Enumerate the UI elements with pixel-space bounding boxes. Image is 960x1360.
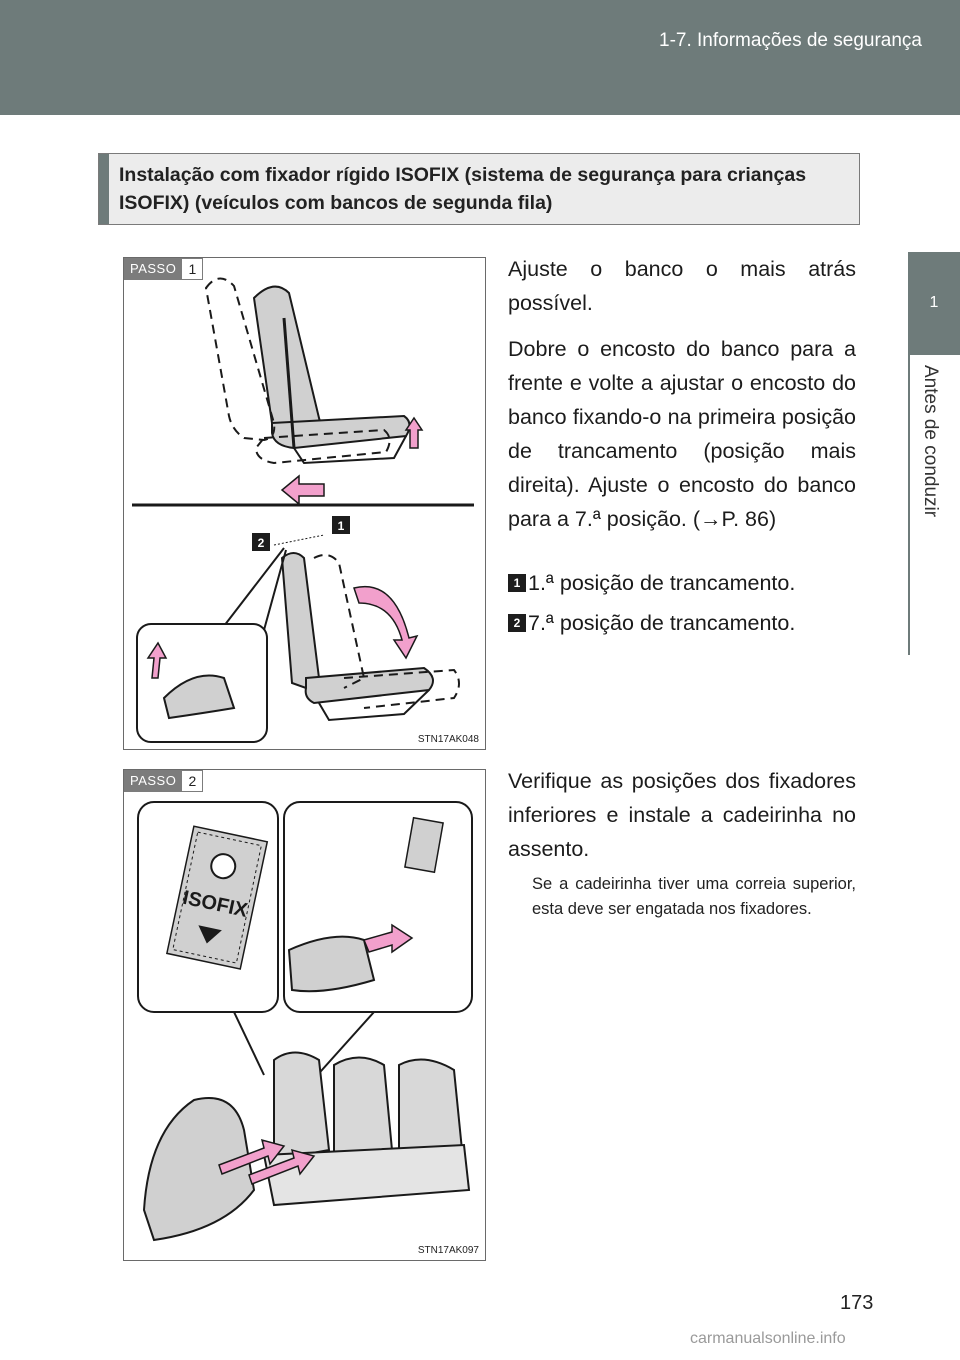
step2-note: Se a cadeirinha tiver uma correia superior, esta deve ser engatada nos fixadores. (532, 875, 856, 918)
section-title: 1-7. Informações de segurança (659, 30, 922, 51)
step2-text (508, 764, 856, 878)
list-item (508, 603, 795, 643)
isofix-label-text: ISOFIX (180, 886, 250, 922)
step1-number: 1 (182, 258, 203, 280)
callout-1-text: 1 (337, 519, 345, 533)
list-mark-2: 2 (508, 614, 526, 632)
seat-upper-icon (254, 287, 410, 463)
step1-text (508, 252, 856, 548)
chapter-divider-line (908, 355, 910, 655)
seat-cushion-icon (289, 937, 374, 992)
step1-label: PASSO (124, 258, 182, 280)
rear-seats-icon (264, 1053, 469, 1206)
step2-figure (123, 769, 486, 1261)
list-item (508, 563, 795, 603)
step2-number: 2 (182, 770, 203, 792)
step1-paragraph-1: Ajuste o banco o mais atrás possível. (508, 257, 856, 315)
lock-position-list (508, 563, 795, 643)
watermark: carmanualsonline.info (690, 1330, 846, 1347)
section-heading: Instalação com fixador rígido ISOFIX (sistema de segurança para crianças ISOFIX) (veículos com bancos de segunda fila) (119, 164, 807, 214)
chapter-tab (908, 252, 960, 355)
isofix-install-illustration (124, 770, 485, 1260)
step2-figure-code: STN17AK097 (417, 1245, 479, 1256)
seat-lower-icon (282, 553, 433, 720)
step1-figure-code: STN17AK048 (417, 734, 479, 745)
step2-label: PASSO (124, 770, 182, 792)
step2-paragraph-1: Verifique as posições dos fixadores inferiores e instale a cadeirinha no assento. (508, 769, 856, 861)
list-item-2-text: 7.ª posição de trancamento. (528, 611, 796, 635)
child-seat-icon (144, 1098, 254, 1240)
step1-paragraph-2: Dobre o encosto do banco para a frente e volte a ajustar o encosto do banco fixando-o na primeira posição de trancamento (posição mais direita). Ajuste o encosto do banco para a 7.ª posição. (→P. 86) (508, 337, 856, 531)
chapter-number: 1 (929, 294, 939, 311)
top-header-bar (0, 0, 960, 115)
seat-back-arrow-icon (282, 476, 324, 504)
section-heading-box (98, 153, 860, 225)
chapter-title: Antes de conduzir (920, 365, 941, 518)
callout-2-text: 2 (257, 536, 265, 550)
recline-arrow-icon (354, 587, 417, 658)
chapter-title-vertical (911, 365, 951, 665)
page-number: 173 (840, 1292, 874, 1314)
seat-adjust-illustration (124, 258, 485, 749)
heading-accent-bar (99, 154, 109, 224)
list-item-1-text: 1.ª posição de trancamento. (528, 571, 796, 595)
step1-figure (123, 257, 486, 750)
list-mark-1: 1 (508, 574, 526, 592)
